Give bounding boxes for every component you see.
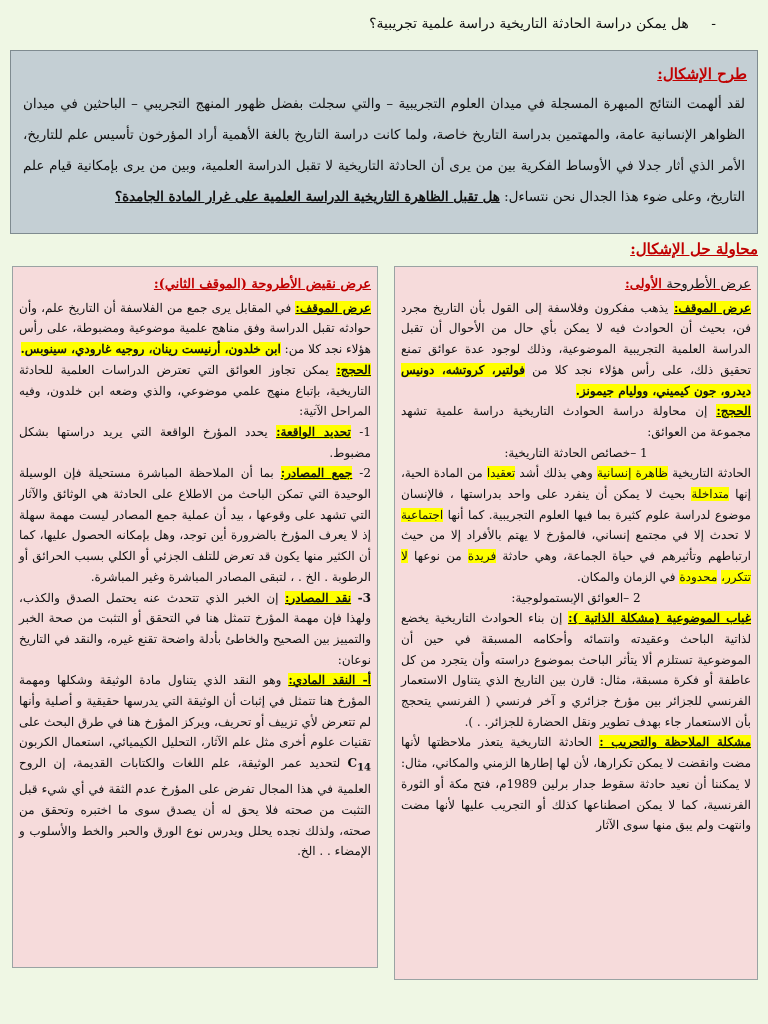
first-position-title <box>401 275 751 296</box>
first-position-title-a: عرض الأطروحة <box>666 277 751 292</box>
item1-unique: فريدة <box>467 549 497 564</box>
step3 <box>19 588 371 671</box>
critique-material <box>19 670 371 862</box>
step1-text: يحدد المؤرخ الواقعة التي يريد دراستها بشكل مضبوط. <box>19 424 371 460</box>
item1-limited: محدودة <box>679 569 718 584</box>
problem-question: هل تقبل الظاهرة التاريخية الدراسة العلمية على غرار المادة الجامدة؟ <box>115 189 500 205</box>
critique-material-label: أ- النقد المادي: <box>288 673 371 688</box>
problem-box <box>10 50 758 234</box>
first-arguments-label: الحجج: <box>716 404 751 419</box>
second-arguments-text: يمكن تجاوز العوائق التي تعترض الدراسات العلمية للحادثة التاريخية، بإتباع منهج علمي موضوعي، والذي وضعه ابن خلدون، وفيه المراحل الآتية: <box>19 362 371 419</box>
first-position-column <box>394 266 758 980</box>
item1-norepeat: لا تتكرر، <box>401 549 751 584</box>
first-item1-title: 1 –خصائص الحادثة التاريخية: <box>504 445 648 460</box>
critique-material-text: وهو النقد الذي يتناول مادة الوثيقة وشكلها ومهمة المؤرخ هنا تتمثل في إثبات أن الوثيقة التي يدرسها حقيقية و أصلية وأنها لم تتعرض لأي تزييف أو تحريف، ويركز المؤرخ هنا في طرق البحث على تقنيات علوم أخرى مثل علم الآثار، التحليل الكيميائي، استعمال الكربون <box>19 673 371 750</box>
second-position-title: عرض نقيض الأطروحة (الموقف الثاني): <box>153 277 371 292</box>
item1-overlap: متداخلة <box>691 487 729 502</box>
first-display-text: يذهب مفكرون وفلاسفة إلى القول بأن التاريخ مجرد فن، بحيث أن الحوادث فيه لا يمكن بأي حال من الأحوال أن تقبل الدراسة العلمية التجريبية الموضوعية، وذلك لوجود عدة عوائق تمنع تحقيق ذلك، على رأس هؤلاء نجد كلا من <box>401 300 752 377</box>
first-display <box>401 298 751 402</box>
second-display <box>19 298 371 360</box>
dash-marker: - <box>711 16 716 32</box>
first-display-label: عرض الموقف: <box>673 300 751 315</box>
second-position-column <box>12 266 378 968</box>
item1-e: من المادة الحية، إنها <box>401 466 751 502</box>
problem-title: طرح الإشكال: <box>657 65 747 83</box>
item1-i: لا تحدث إلا في مجتمع إنساني، فالمؤرخ لا يهتم بالأفراد إلا من حيث ارتباطهم وتأثيرهم في حياة الجماعة، وهي حادثة <box>401 528 751 564</box>
carbon-subscript: 14 <box>357 762 371 774</box>
critique-material-text2: لتحديد عمر الوثيقة، علم اللغات والكتابات القديمة، إن الروح العلمية في هذا المجال تفرض على المؤرخ عدم الثقة في أي شيء قبل التثبت من صحته فلا يحق له أن يصدق سوى ما اختبره وتحقق من صحته، ولذلك نجده يحلل ويدرس نوع الورق والحبر والخط والأسلوب و الإمضاء . . الخ. <box>19 756 371 859</box>
first-arguments <box>401 401 751 442</box>
item1-c: وهي بذلك أشد <box>519 466 593 481</box>
objectivity-text: إن بناء الحوادث التاريخية يخضع لذاتية الباحث وعقيدته وانتمائه وأحكامه المسبقة في حين أن الموضوعية تستلزم ألا يتأثر الباحث بموضوع دراسته وأن يتجرد من كل عاطفة أو فكرة مسبقة، مثال: قارن بين التاريخ الذي يتناول الاستعمار الفرنسي للجزائر بين مؤرخ جزائري و آخر فرنسي ( الفرنسي يتحجج بأن الاستعمار جاء بهدف تطوير ونقل الحضارة للجزائر. . ). <box>401 611 751 729</box>
item1-k: من نوعها <box>414 549 462 564</box>
step2-text: بما أن الملاحظة المباشرة مستحيلة فإن الوسيلة الوحيدة التي تمكن الباحث من الاطلاع على الحادثة هي الوثائق والآثار التي تشهد على وقوعها ، بيد أن عملية جمع المصادر ليست مهمة سهلة إذ لا يعرف المؤرخ بالضرورة أين توجد، وهل بإمكانه الحصول عليها، كما أن الكثير منها يكون قد تعرض للتلف الجزئي أو الكلي بسبب الحرائق أو الرطوبة . الخ . ، لتبقى المصادر المباشرة وغير المباشرة. <box>19 466 371 584</box>
problem-text <box>23 89 745 213</box>
first-arguments-text: إن محاولة دراسة الحوادث التاريخية دراسة علمية تشهد مجموعة من العوائق: <box>401 404 751 439</box>
step3-text: إن الخبر الذي تتحدث عنه يحتمل الصدق والكذب، ولهذا فإن مهمة المؤرخ تتمثل هنا في التحقق أو التثبت من صحة الخبر والتمييز بين الصحيح والخاطئ بأدلة واضحة تقنع غيره، والنقد في التاريخ نوعان: <box>19 590 371 667</box>
item1-n: في الزمان والمكان. <box>577 569 676 584</box>
item1-g: بحيث لا يمكن أن ينفرد على واحد بدراستها ، فالإنسان موضوع لدراسة علوم كثيرة بما فيها العلوم التجريبية. كما أنها <box>401 487 751 522</box>
step1 <box>19 422 371 463</box>
solution-title: محاولة حل الإشكال: <box>630 240 758 258</box>
step1-label: تحديد الواقعة: <box>276 424 351 439</box>
item1-complex: تعقيدا <box>486 466 516 481</box>
carbon-formula <box>347 756 371 774</box>
first-position-title-b: الأولى: <box>624 277 662 292</box>
objectivity-label: غياب الموضوعية (مشكلة الذاتية ): <box>568 611 751 626</box>
second-display-text: في المقابل يرى جمع من الفلاسفة أن التاريخ علم، وأن حوادثه تقبل الدراسة وفق مناهج علمية موضوعية ومضبوطة، على رأس هؤلاء نجد كلا من: <box>19 300 371 357</box>
first-observation <box>401 732 751 836</box>
step3-label: نقد المصادر: <box>284 590 352 605</box>
step1-num: 1- <box>359 424 371 439</box>
second-display-label: عرض الموقف: <box>295 300 371 315</box>
step2-num: 2- <box>359 466 371 481</box>
item1-human: ظاهرة إنسانية <box>596 466 668 481</box>
item1-social: اجتماعية <box>401 507 444 522</box>
second-arguments-label: الحجج: <box>336 362 371 377</box>
problem-body: لقد ألهمت النتائج المبهرة المسجلة في ميدان العلوم التجريبية – والتي سجلت بفضل ظهور المنهج التجريبي – الباحثين في ميدان الظواهر الإنسانية عامة، والمهتمين بدراسة التاريخ خاصة، ولما كانت دراسة التاريخ بالغة الأهمية أراد المؤرخون تأسيس علم للتاريخ، الأمر الذي أثار جدلا في الأوساط الفكرية بين من يرى أن الحادثة التاريخية لا تقبل الدراسة العلمية، وبين من يرى بإمكانية قيام علم التاريخ، وعلى ضوء هذا الجدال نحن نتساءل: <box>23 97 745 205</box>
step2 <box>19 463 371 587</box>
item1-a: الحادثة التاريخية <box>672 466 751 481</box>
observation-text: الحادثة التاريخية يتعذر ملاحظتها لأنها مضت وانقضت لا يمكن تكرارها، لأن لها إطارها الزمني والمكاني، مثال: لا يمكننا أن نعيد حادثة سقوط جدار برلين 1989م، فتح مكة أو الثورة الفرنسية، كما لا يمكن اصطناعها كذلك أو التجريب عليها لأنها مضت وانتهت ولم يبق منها سوى الآثار <box>401 735 751 833</box>
second-names: ابن خلدون، أرنيست رينان، روجيه غارودي، سينوبس. <box>20 342 281 357</box>
observation-label: مشكلة الملاحظة والتجريب : <box>599 735 752 750</box>
second-arguments <box>19 360 371 422</box>
top-question-text: هل يمكن دراسة الحادثة التاريخية دراسة علمية تجريبية؟ <box>369 16 689 32</box>
step3-num: 3- <box>357 590 371 605</box>
first-item1-text <box>401 463 751 587</box>
first-names: فولتير، كروتشه، دونيس ديدرو، جون كيميني، ووليام جيمونز. <box>401 362 751 398</box>
step2-label: جمع المصادر: <box>280 466 353 481</box>
first-item2-title: 2 –العوائق الإبستمولوجية: <box>511 590 641 605</box>
carbon-symbol: C <box>347 756 358 771</box>
first-objectivity <box>401 608 751 732</box>
top-question <box>20 14 716 36</box>
